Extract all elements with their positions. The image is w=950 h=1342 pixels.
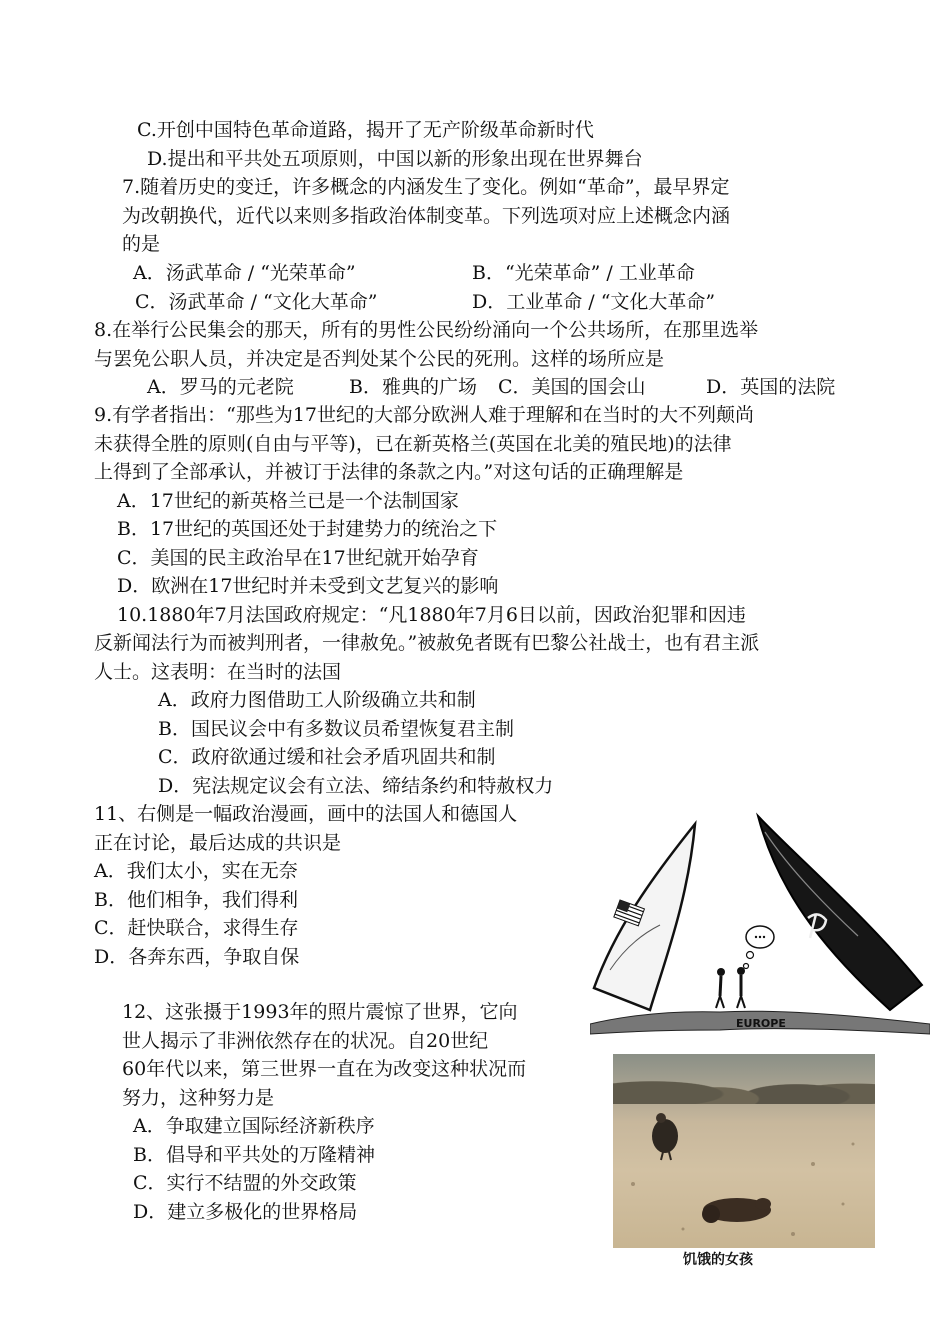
q12-option-a: A．争取建立国际经济新秩序 [133, 1115, 375, 1137]
q12-option-c: C．实行不结盟的外交政策 [133, 1172, 357, 1194]
q10-stem-line1: 10.1880年7月法国政府规定：“凡1880年7月6日以前，因政治犯罪和因违 [117, 604, 746, 626]
q9-option-b: B．17世纪的英国还处于封建势力的统治之下 [117, 518, 498, 540]
q7-stem-line1: 7.随着历史的变迁，许多概念的内涵发生了变化。例如“革命”，最早界定 [122, 176, 730, 198]
photo-caption: 饥饿的女孩 [683, 1252, 753, 1268]
q7-stem-line3: 的是 [122, 233, 161, 255]
figures [716, 967, 745, 1008]
q12-stem-line3: 60年代以来，第三世界一直在为改变这种状况而 [122, 1058, 527, 1080]
q7-stem-line2: 为改朝换代，近代以来则多指政治体制变革。下列选项对应上述概念内涵 [122, 205, 731, 227]
q9-option-a: A．17世纪的新英格兰已是一个法制国家 [117, 490, 459, 512]
q12-stem-line4: 努力，这种努力是 [122, 1087, 275, 1109]
q10-option-a: A．政府力图借助工人阶级确立共和制 [158, 689, 476, 711]
q11-stem-line2: 正在讨论，最后达成的共识是 [94, 832, 342, 854]
q6-option-d: D.提出和平共处五项原则，中国以新的形象出现在世界舞台 [147, 148, 643, 170]
q6-option-c: C.开创中国特色革命道路，揭开了无产阶级革命新时代 [137, 119, 594, 141]
q11-option-a: A．我们太小，实在无奈 [94, 860, 298, 882]
q12-stem-line2: 世人揭示了非洲依然存在的状况。自20世纪 [122, 1030, 489, 1052]
q8-option-a: A．罗马的元老院 [147, 376, 294, 398]
q10-stem-line3: 人士。这表明：在当时的法国 [94, 661, 342, 683]
q11-option-b: B．他们相争，我们得利 [94, 889, 298, 911]
q10-option-d: D．宪法规定议会有立法、缔结条约和特赦权力 [158, 775, 554, 797]
q12-stem-line1: 12、这张摄于1993年的照片震惊了世界，它向 [122, 1001, 518, 1023]
q10-stem-line2: 反新闻法行为而被判刑者，一律赦免。”被赦免者既有巴黎公社战士，也有君主派 [94, 632, 760, 654]
q10-option-b: B．国民议会中有多数议员希望恢复君主制 [158, 718, 514, 740]
starving-child-photo [613, 1054, 875, 1248]
q10-option-c: C．政府欲通过缓和社会矛盾巩固共和制 [158, 746, 496, 768]
q7-option-d: D．工业革命 / “文化大革命” [472, 291, 716, 313]
q11-stem-line1: 11、右侧是一幅政治漫画，画中的法国人和德国人 [94, 803, 518, 825]
child-figure-icon [702, 1198, 771, 1223]
q11-option-c: C．赶快联合，求得生存 [94, 917, 299, 939]
us-missile [594, 824, 695, 1010]
q12-option-d: D．建立多极化的世界格局 [133, 1201, 358, 1223]
q9-option-d: D．欧洲在17世纪时并未受到文艺复兴的影响 [117, 575, 499, 597]
q8-option-b: B．雅典的广场 [349, 376, 477, 398]
q12-option-b: B．倡导和平共处的万隆精神 [133, 1144, 375, 1166]
vulture-icon [652, 1113, 678, 1160]
q8-option-d: D．英国的法院 [706, 376, 836, 398]
q9-stem-line1: 9.有学者指出：“那些为17世纪的大部分欧洲人难于理解和在当时的大不列颠尚 [94, 404, 755, 426]
q9-option-c: C．美国的民主政治早在17世纪就开始孕育 [117, 547, 479, 569]
q8-option-c: C．美国的国会山 [498, 376, 646, 398]
q7-option-c: C．汤武革命 / “文化大革命” [135, 291, 378, 313]
political-cartoon [590, 810, 930, 1040]
q11-option-d: D．各奔东西，争取自保 [94, 946, 300, 968]
q9-stem-line3: 上得到了全部承认，并被订于法律的条款之内。”对这句话的正确理解是 [94, 461, 684, 483]
q8-stem-line1: 8.在举行公民集会的那天，所有的男性公民纷纷涌向一个公共场所，在那里选举 [94, 319, 759, 341]
speech-bubble-icon [744, 926, 775, 969]
europe-label: EUROPE [736, 1017, 786, 1030]
q7-option-a: A．汤武革命 / “光荣革命” [133, 262, 356, 284]
q7-option-b: B．“光荣革命” / 工业革命 [472, 262, 695, 284]
q9-stem-line2: 未获得全胜的原则(自由与平等)，已在新英格兰(英国在北美的殖民地)的法律 [94, 433, 732, 455]
q8-stem-line2: 与罢免公职人员，并决定是否判处某个公民的死刑。这样的场所应是 [94, 348, 665, 370]
